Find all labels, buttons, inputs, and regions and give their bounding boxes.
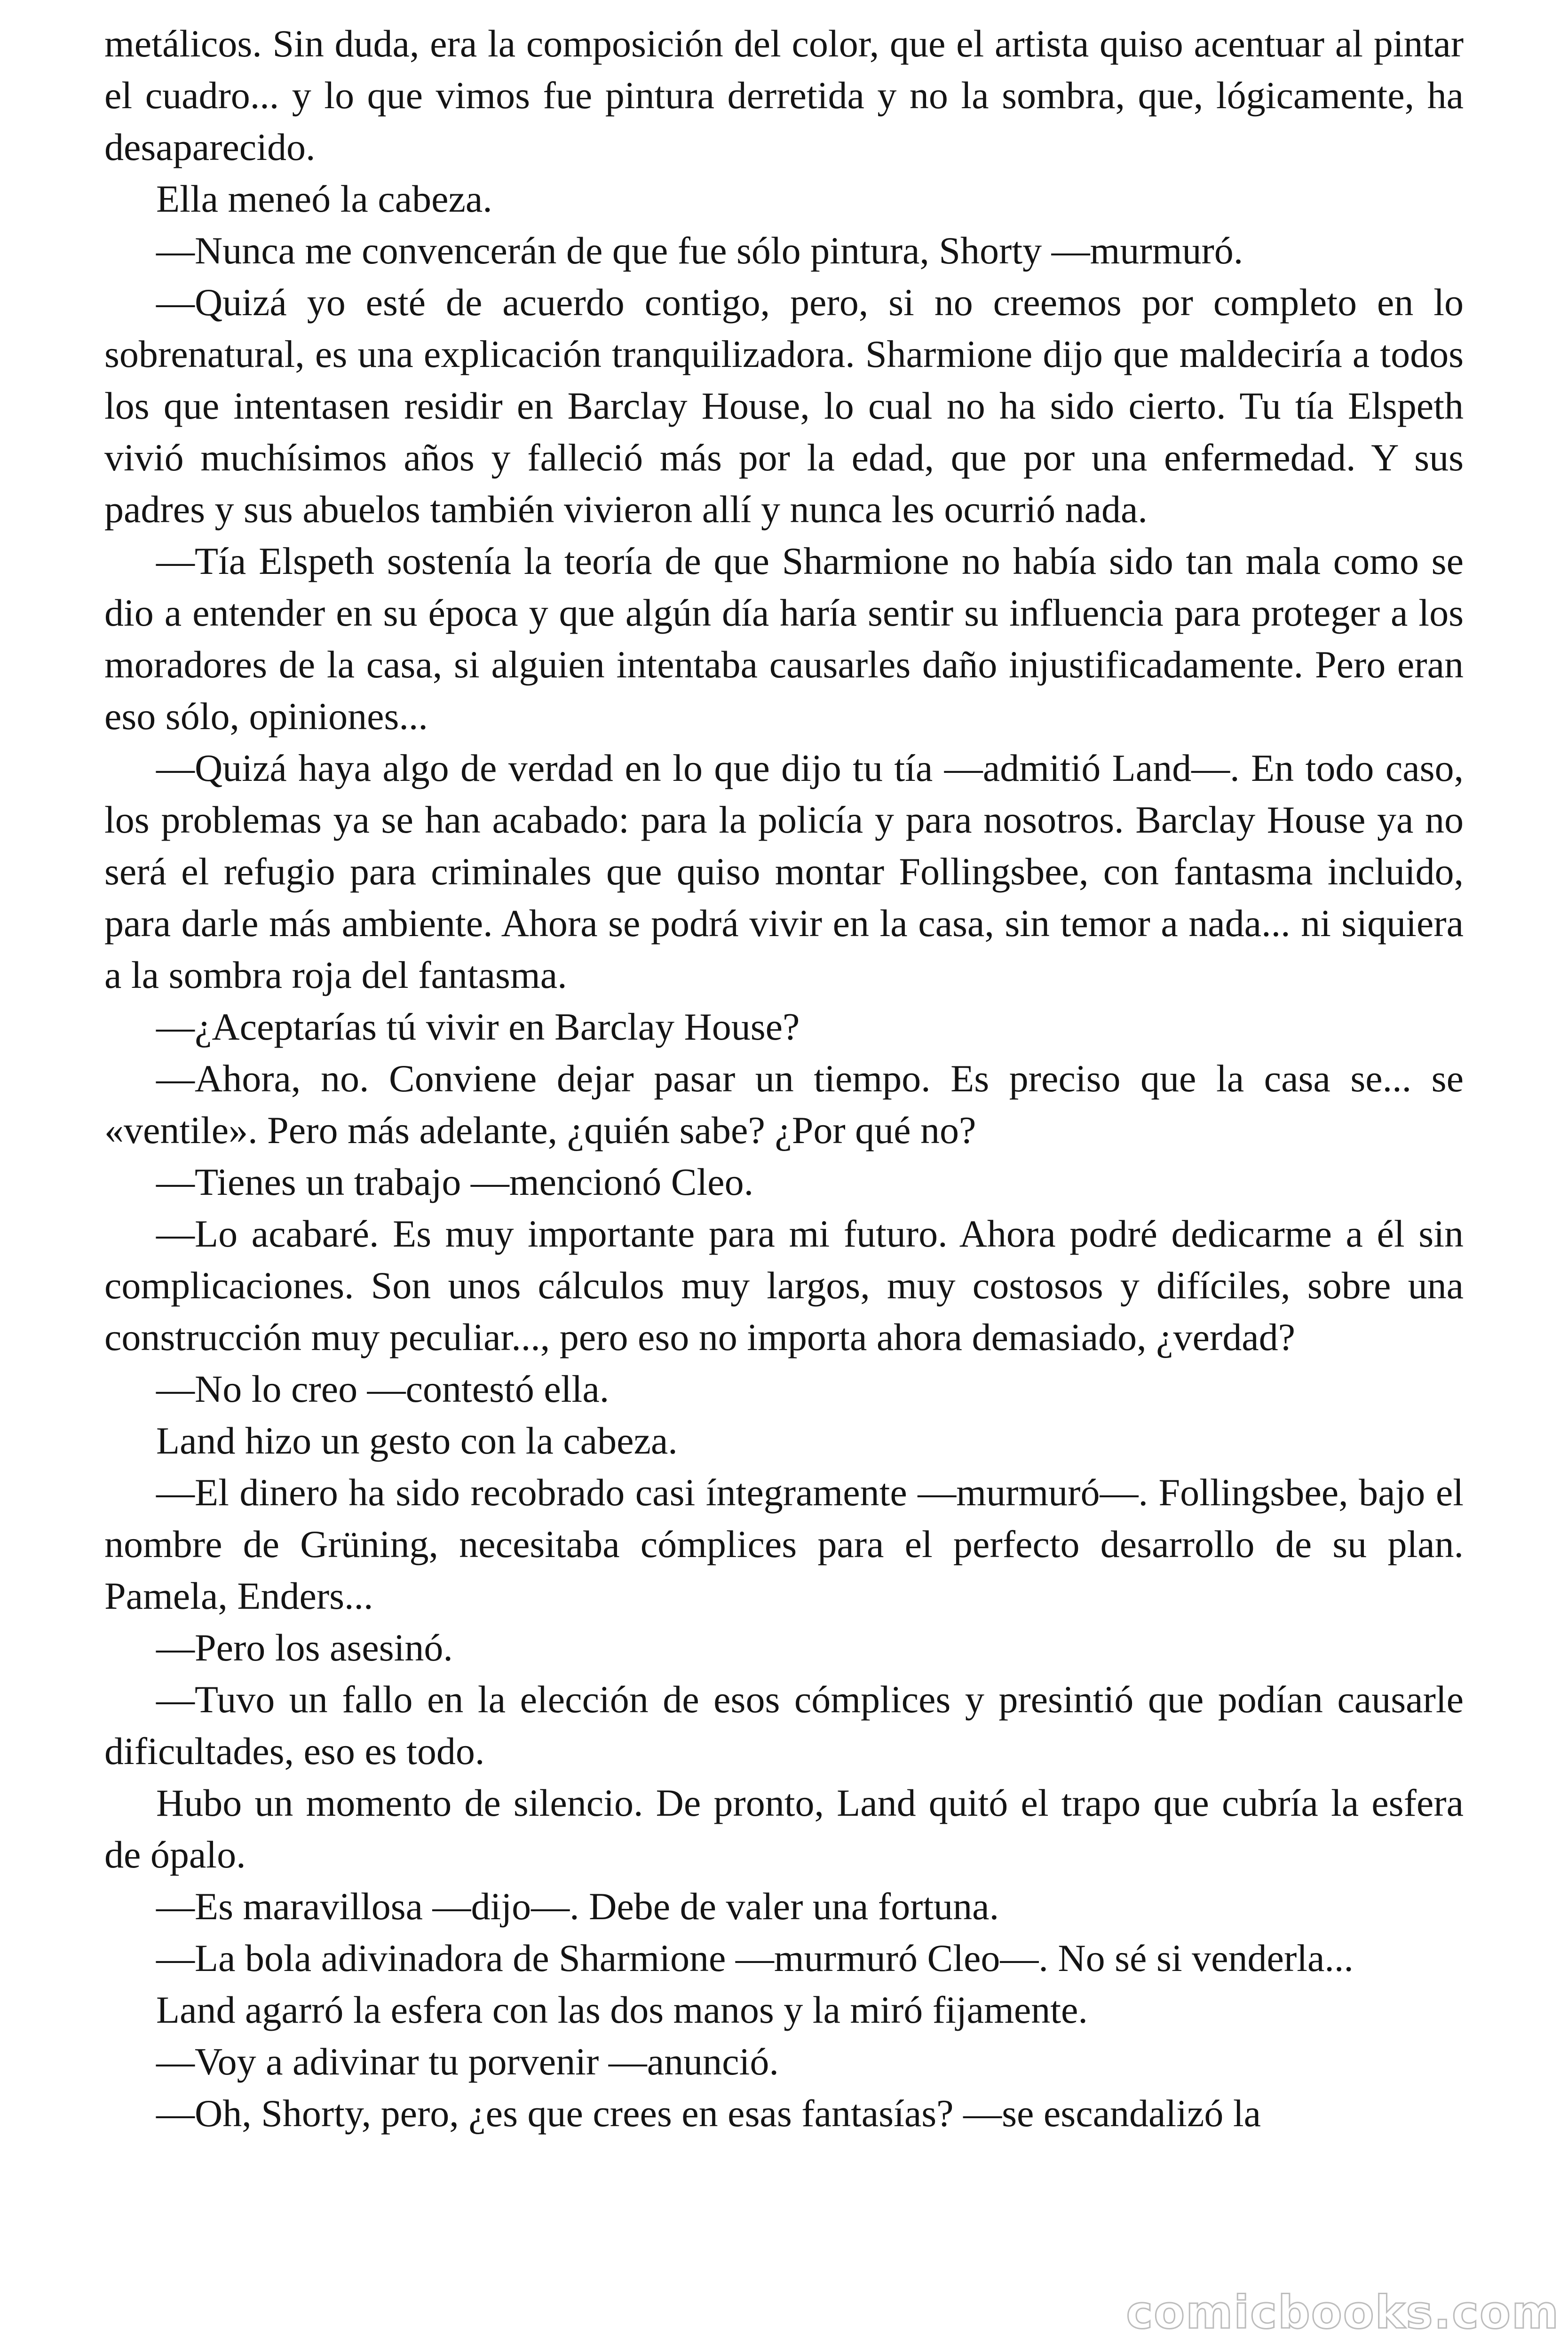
paragraph: metálicos. Sin duda, era la composición del color, que el artista quiso acentuar al pintar el cuadro... y lo que vimos fue pintura derretida y no la sombra, que, lógicamente, ha desaparecido. <box>104 22 1464 168</box>
paragraph: Ella meneó la cabeza. <box>156 177 492 220</box>
paragraph: Land hizo un gesto con la cabeza. <box>156 1419 678 1462</box>
paragraph: —El dinero ha sido recobrado casi íntegramente —murmuró—. Follingsbee, bajo el nombre de Grüning, necesitaba cómplices para el perfecto desarrollo de su plan. Pamela, Enders... <box>104 1471 1464 1617</box>
body-text <box>104 18 1464 2139</box>
paragraph: —¿Aceptarías tú vivir en Barclay House? <box>156 1005 800 1048</box>
paragraph: —Lo acabaré. Es muy importante para mi futuro. Ahora podré dedicarme a él sin complicaciones. Son unos cálculos muy largos, muy costosos y difíciles, sobre una construcción muy peculiar..., pero eso no importa ahora demasiado, ¿verdad? <box>104 1212 1464 1359</box>
paragraph: —Es maravillosa —dijo—. Debe de valer una fortuna. <box>156 1885 999 1928</box>
paragraph: —Ahora, no. Conviene dejar pasar un tiempo. Es preciso que la casa se... se «ventile». Pero más adelante, ¿quién sabe? ¿Por qué no? <box>104 1057 1464 1152</box>
paragraph: —Tuvo un fallo en la elección de esos cómplices y presintió que podían causarle dificultades, eso es todo. <box>104 1678 1464 1772</box>
paragraph: —Tienes un trabajo —mencionó Cleo. <box>156 1160 754 1203</box>
paragraph: —Nunca me convencerán de que fue sólo pintura, Shorty —murmuró. <box>156 229 1243 272</box>
watermark: comicbooks.com <box>1126 2286 1560 2339</box>
paragraph: —No lo creo —contestó ella. <box>156 1367 610 1410</box>
paragraph: —Voy a adivinar tu porvenir —anunció. <box>156 2040 779 2083</box>
paragraph: —Oh, Shorty, pero, ¿es que crees en esas fantasías? —se escandalizó la <box>156 2092 1261 2135</box>
paragraph: —La bola adivinadora de Sharmione —murmuró Cleo—. No sé si venderla... <box>156 1937 1354 1979</box>
paragraph: Hubo un momento de silencio. De pronto, Land quitó el trapo que cubría la esfera de ópalo. <box>104 1781 1464 1876</box>
paragraph: —Tía Elspeth sostenía la teoría de que Sharmione no había sido tan mala como se dio a entender en su época y que algún día haría sentir su influencia para proteger a los moradores de la casa, si alguien intentaba causarles daño injustificadamente. Pero eran eso sólo, opiniones... <box>104 540 1464 738</box>
paragraph: —Pero los asesinó. <box>156 1626 453 1669</box>
paragraph: —Quizá haya algo de verdad en lo que dijo tu tía —admitió Land—. En todo caso, los problemas ya se han acabado: para la policía y para nosotros. Barclay House ya no será el refugio para criminales que quiso montar Follingsbee, con fantasma incluido, para darle más ambiente. Ahora se podrá vivir en la casa, sin temor a nada... ni siquiera a la sombra roja del fantasma. <box>104 747 1464 996</box>
paragraph: —Quizá yo esté de acuerdo contigo, pero, si no creemos por completo en lo sobrenatural, es una explicación tranquilizadora. Sharmione dijo que maldeciría a todos los que intentasen residir en Barclay House, lo cual no ha sido cierto. Tu tía Elspeth vivió muchísimos años y falleció más por la edad, que por una enfermedad. Y sus padres y sus abuelos también vivieron allí y nunca les ocurrió nada. <box>104 281 1464 531</box>
paragraph: Land agarró la esfera con las dos manos y la miró fijamente. <box>156 1988 1088 2031</box>
